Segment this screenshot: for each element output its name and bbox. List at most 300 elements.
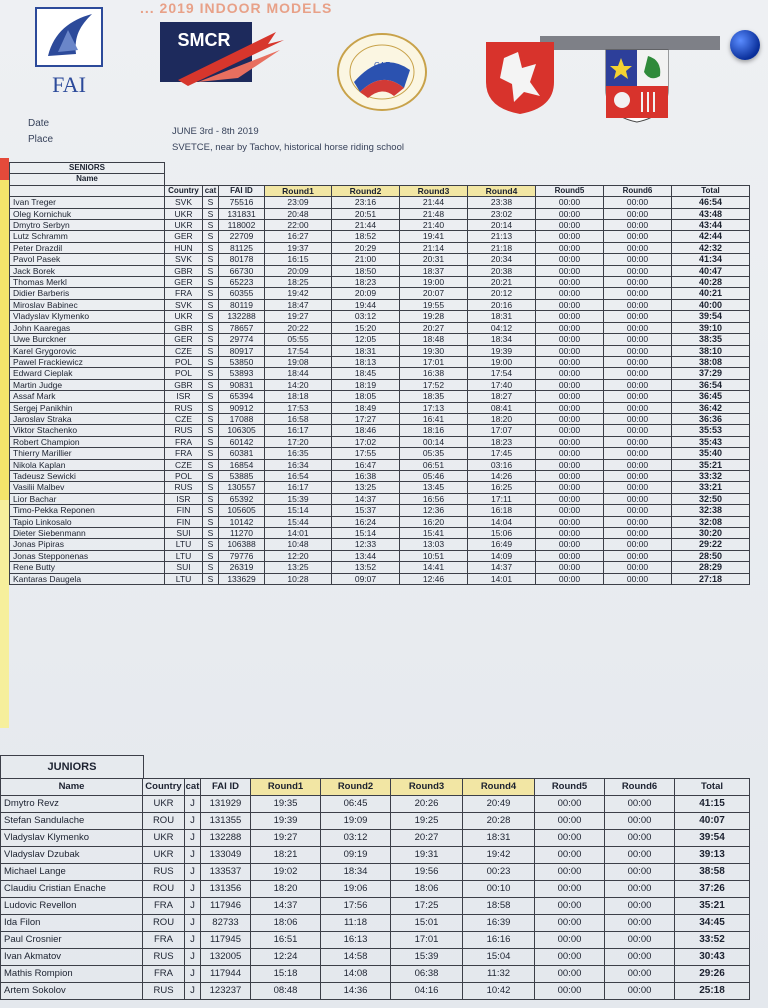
- table-cell: 00:00: [536, 254, 604, 265]
- table-cell: 53850: [219, 356, 265, 367]
- table-row: [10, 459, 750, 470]
- table-cell: 11:32: [463, 966, 535, 983]
- table-cell: 21:48: [400, 208, 468, 219]
- table-cell: 06:38: [391, 966, 463, 983]
- table-header-row: [10, 185, 750, 196]
- table-cell: 117946: [201, 898, 251, 915]
- table-cell: 00:00: [604, 311, 672, 322]
- table-cell: UKR: [165, 220, 203, 231]
- table-row: [10, 311, 750, 322]
- table-cell: 00:00: [536, 539, 604, 550]
- table-cell: Martin Judge: [10, 379, 165, 390]
- table-cell: FRA: [165, 288, 203, 299]
- table-cell: J: [185, 932, 201, 949]
- table-cell: 00:00: [604, 220, 672, 231]
- table-cell: Jonas Stepponenas: [10, 550, 165, 561]
- table-cell: 00:00: [604, 288, 672, 299]
- table-cell: John Kaaregas: [10, 322, 165, 333]
- table-cell: Miroslav Babinec: [10, 299, 165, 310]
- table-cell: S: [203, 562, 219, 573]
- table-cell: 00:00: [604, 436, 672, 447]
- table-cell: 00:00: [536, 220, 604, 231]
- table-cell: 00:00: [536, 493, 604, 504]
- table-cell: Tadeusz Sewicki: [10, 470, 165, 481]
- table-row: [10, 368, 750, 379]
- table-cell: 32:50: [672, 493, 750, 504]
- table-row: [1, 932, 750, 949]
- table-cell: Stefan Sandulache: [1, 813, 143, 830]
- table-cell: 05:35: [400, 448, 468, 459]
- table-cell: 17:55: [332, 448, 400, 459]
- table-cell: 19:02: [251, 864, 321, 881]
- table-cell: 00:14: [400, 436, 468, 447]
- table-cell: FRA: [143, 966, 185, 983]
- table-cell: Sergej Panikhin: [10, 402, 165, 413]
- table-cell: S: [203, 573, 219, 584]
- table-cell: 19:41: [400, 231, 468, 242]
- table-cell: 19:00: [468, 356, 536, 367]
- table-cell: 18:44: [265, 368, 332, 379]
- table-cell: 19:55: [400, 299, 468, 310]
- table-cell: 17:25: [391, 898, 463, 915]
- table-cell: Dmytro Serbyn: [10, 220, 165, 231]
- table-cell: Michael Lange: [1, 864, 143, 881]
- table-cell: 00:00: [604, 448, 672, 459]
- table-cell: HUN: [165, 242, 203, 253]
- table-header-row: [1, 779, 750, 796]
- table-cell: S: [203, 482, 219, 493]
- table-cell: 00:00: [604, 516, 672, 527]
- table-row: [1, 830, 750, 847]
- date-label: Date: [28, 118, 50, 129]
- table-cell: 18:06: [391, 881, 463, 898]
- table-cell: 38:35: [672, 334, 750, 345]
- table-cell: S: [203, 493, 219, 504]
- table-cell: 118002: [219, 220, 265, 231]
- table-cell: 18:05: [332, 391, 400, 402]
- table-cell: 36:45: [672, 391, 750, 402]
- table-cell: 00:00: [536, 436, 604, 447]
- table-cell: 00:00: [604, 413, 672, 424]
- table-cell: 00:00: [536, 391, 604, 402]
- table-cell: 00:00: [604, 277, 672, 288]
- table-cell: 33:21: [672, 482, 750, 493]
- table-cell: 00:00: [535, 830, 605, 847]
- table-cell: 79776: [219, 550, 265, 561]
- table-cell: Lutz Schramm: [10, 231, 165, 242]
- table-cell: 00:00: [536, 231, 604, 242]
- table-cell: 00:00: [605, 898, 675, 915]
- table-cell: Jonas Pipiras: [10, 539, 165, 550]
- table-cell: 18:23: [468, 436, 536, 447]
- table-cell: 16:38: [400, 368, 468, 379]
- table-row: [10, 550, 750, 561]
- table-cell: 18:31: [463, 830, 535, 847]
- table-cell: 35:53: [672, 425, 750, 436]
- table-row: [10, 562, 750, 573]
- table-cell: 18:47: [265, 299, 332, 310]
- table-cell: 40:07: [675, 813, 750, 830]
- table-cell: 00:00: [536, 299, 604, 310]
- table-cell: 17:52: [400, 379, 468, 390]
- table-cell: 00:00: [605, 983, 675, 1000]
- table-row: [10, 231, 750, 242]
- table-cell: 00:00: [605, 881, 675, 898]
- table-cell: 00:00: [536, 208, 604, 219]
- table-cell: 00:00: [535, 966, 605, 983]
- table-cell: 38:10: [672, 345, 750, 356]
- fai-logo: [30, 2, 108, 100]
- table-cell: J: [185, 813, 201, 830]
- table-cell: 00:00: [604, 231, 672, 242]
- table-cell: 16854: [219, 459, 265, 470]
- table-cell: RUS: [165, 482, 203, 493]
- table-cell: GBR: [165, 322, 203, 333]
- table-cell: 09:19: [321, 847, 391, 864]
- table-cell: 00:00: [536, 459, 604, 470]
- table-cell: SVK: [165, 299, 203, 310]
- table-cell: 20:22: [265, 322, 332, 333]
- table-cell: GER: [165, 231, 203, 242]
- table-cell: 60381: [219, 448, 265, 459]
- table-row: [10, 482, 750, 493]
- table-cell: 16:41: [400, 413, 468, 424]
- table-cell: 80917: [219, 345, 265, 356]
- table-cell: Paul Crosnier: [1, 932, 143, 949]
- table-cell: SUI: [165, 562, 203, 573]
- table-row: [10, 448, 750, 459]
- table-cell: FRA: [165, 448, 203, 459]
- table-cell: 17088: [219, 413, 265, 424]
- table-cell: LTU: [165, 550, 203, 561]
- column-header: Country: [143, 779, 185, 796]
- table-cell: S: [203, 356, 219, 367]
- table-cell: 133537: [201, 864, 251, 881]
- fai-logo-text: FAI: [52, 72, 86, 97]
- table-cell: 19:31: [391, 847, 463, 864]
- table-cell: FIN: [165, 516, 203, 527]
- table-row: [10, 242, 750, 253]
- table-cell: 14:01: [468, 573, 536, 584]
- table-cell: Robert Champion: [10, 436, 165, 447]
- table-cell: 17:45: [468, 448, 536, 459]
- table-cell: 36:54: [672, 379, 750, 390]
- table-cell: 18:31: [332, 345, 400, 356]
- column-header: Round5: [536, 185, 604, 196]
- table-cell: 35:40: [672, 448, 750, 459]
- table-cell: 05:46: [400, 470, 468, 481]
- table-cell: 15:39: [391, 949, 463, 966]
- table-cell: 106305: [219, 425, 265, 436]
- table-cell: 15:18: [251, 966, 321, 983]
- table-cell: 131831: [219, 208, 265, 219]
- table-row: [1, 915, 750, 932]
- table-cell: 16:17: [265, 425, 332, 436]
- table-cell: Jaroslav Straka: [10, 413, 165, 424]
- table-cell: Lior Bachar: [10, 493, 165, 504]
- table-cell: 117944: [201, 966, 251, 983]
- seniors-results-table: [9, 162, 750, 585]
- table-cell: 37:29: [672, 368, 750, 379]
- table-cell: S: [203, 197, 219, 208]
- table-cell: 20:07: [400, 288, 468, 299]
- table-cell: Edward Cieplak: [10, 368, 165, 379]
- table-cell: Jack Borek: [10, 265, 165, 276]
- table-cell: 23:02: [468, 208, 536, 219]
- table-cell: Tapio Linkosalo: [10, 516, 165, 527]
- table-cell: 43:48: [672, 208, 750, 219]
- table-cell: 32:08: [672, 516, 750, 527]
- table-cell: 17:27: [332, 413, 400, 424]
- column-header: Round6: [604, 185, 672, 196]
- table-cell: 17:01: [391, 932, 463, 949]
- table-cell: 19:44: [332, 299, 400, 310]
- table-cell: S: [203, 436, 219, 447]
- column-header: Round2: [321, 779, 391, 796]
- table-cell: 00:00: [535, 915, 605, 932]
- table-cell: 10:42: [463, 983, 535, 1000]
- table-cell: 17:07: [468, 425, 536, 436]
- table-cell: 21:00: [332, 254, 400, 265]
- table-cell: Kantaras Daugela: [10, 573, 165, 584]
- table-cell: UKR: [143, 847, 185, 864]
- table-cell: 00:00: [535, 898, 605, 915]
- table-cell: 132288: [201, 830, 251, 847]
- table-cell: 00:00: [604, 356, 672, 367]
- table-cell: 20:49: [463, 796, 535, 813]
- table-cell: 21:40: [400, 220, 468, 231]
- table-cell: 42:32: [672, 242, 750, 253]
- table-cell: 40:00: [672, 299, 750, 310]
- table-cell: 18:20: [251, 881, 321, 898]
- table-cell: J: [185, 898, 201, 915]
- table-cell: 22:00: [265, 220, 332, 231]
- table-cell: S: [203, 208, 219, 219]
- table-cell: Vladyslav Klymenko: [1, 830, 143, 847]
- table-cell: S: [203, 288, 219, 299]
- table-cell: UKR: [143, 830, 185, 847]
- table-cell: 82733: [201, 915, 251, 932]
- table-cell: 38:08: [672, 356, 750, 367]
- table-cell: 00:10: [463, 881, 535, 898]
- table-cell: 00:00: [605, 864, 675, 881]
- column-header: Round1: [251, 779, 321, 796]
- table-cell: 17:54: [265, 345, 332, 356]
- table-cell: J: [185, 983, 201, 1000]
- table-cell: 29:26: [675, 966, 750, 983]
- table-cell: 123237: [201, 983, 251, 1000]
- table-cell: 00:23: [463, 864, 535, 881]
- juniors-results-table: [0, 778, 750, 1000]
- table-cell: J: [185, 847, 201, 864]
- table-row: [10, 322, 750, 333]
- table-row: [10, 505, 750, 516]
- table-cell: 16:27: [265, 231, 332, 242]
- table-cell: Didier Barberis: [10, 288, 165, 299]
- table-cell: S: [203, 311, 219, 322]
- table-cell: FIN: [165, 505, 203, 516]
- table-cell: 20:09: [265, 265, 332, 276]
- table-cell: 00:00: [536, 562, 604, 573]
- table-row: [10, 470, 750, 481]
- table-cell: 23:09: [265, 197, 332, 208]
- table-cell: 20:12: [468, 288, 536, 299]
- table-row: [10, 436, 750, 447]
- table-cell: 10:48: [265, 539, 332, 550]
- table-cell: S: [203, 459, 219, 470]
- table-cell: Ivan Akmatov: [1, 949, 143, 966]
- table-cell: 19:00: [400, 277, 468, 288]
- table-cell: 65394: [219, 391, 265, 402]
- table-cell: 16:58: [265, 413, 332, 424]
- table-cell: 20:51: [332, 208, 400, 219]
- table-cell: 00:00: [604, 482, 672, 493]
- table-cell: 65223: [219, 277, 265, 288]
- table-cell: 16:47: [332, 459, 400, 470]
- table-cell: 18:49: [332, 402, 400, 413]
- table-cell: 43:44: [672, 220, 750, 231]
- date-value: JUNE 3rd - 8th 2019: [172, 126, 259, 137]
- table-cell: 00:00: [536, 425, 604, 436]
- table-cell: 00:00: [535, 881, 605, 898]
- table-row: [10, 402, 750, 413]
- table-cell: RUS: [165, 425, 203, 436]
- table-cell: UKR: [143, 796, 185, 813]
- table-cell: 131355: [201, 813, 251, 830]
- table-cell: 00:00: [536, 470, 604, 481]
- table-cell: 15:20: [332, 322, 400, 333]
- table-cell: 00:00: [605, 949, 675, 966]
- table-cell: 17:13: [400, 402, 468, 413]
- table-cell: 00:00: [536, 356, 604, 367]
- table-cell: 00:00: [604, 254, 672, 265]
- table-cell: Artem Sokolov: [1, 983, 143, 1000]
- table-cell: 00:00: [605, 813, 675, 830]
- table-row: [10, 345, 750, 356]
- table-cell: 00:00: [536, 242, 604, 253]
- table-cell: 18:06: [251, 915, 321, 932]
- table-cell: 53893: [219, 368, 265, 379]
- table-cell: 19:25: [391, 813, 463, 830]
- table-cell: 130557: [219, 482, 265, 493]
- table-cell: 21:44: [400, 197, 468, 208]
- table-cell: 04:16: [391, 983, 463, 1000]
- table-cell: ROU: [143, 881, 185, 898]
- table-cell: 00:00: [604, 322, 672, 333]
- table-cell: 00:00: [605, 932, 675, 949]
- table-cell: ISR: [165, 493, 203, 504]
- table-cell: 39:13: [675, 847, 750, 864]
- table-cell: 20:48: [265, 208, 332, 219]
- table-cell: 19:30: [400, 345, 468, 356]
- table-cell: 13:25: [265, 562, 332, 573]
- table-cell: 15:37: [332, 505, 400, 516]
- table-row: [10, 539, 750, 550]
- table-cell: 18:27: [468, 391, 536, 402]
- column-header: Name: [1, 779, 143, 796]
- column-header: [10, 185, 165, 196]
- table-cell: 03:12: [321, 830, 391, 847]
- table-cell: 20:27: [400, 322, 468, 333]
- table-cell: S: [203, 220, 219, 231]
- table-cell: UKR: [165, 311, 203, 322]
- table-cell: 18:37: [400, 265, 468, 276]
- table-cell: S: [203, 470, 219, 481]
- table-cell: 00:00: [604, 391, 672, 402]
- table-row: [1, 949, 750, 966]
- table-cell: S: [203, 539, 219, 550]
- table-cell: 75516: [219, 197, 265, 208]
- column-header: Round6: [605, 779, 675, 796]
- table-cell: RUS: [165, 402, 203, 413]
- table-row: [1, 881, 750, 898]
- table-cell: ROU: [143, 915, 185, 932]
- table-cell: S: [203, 379, 219, 390]
- table-cell: 18:58: [463, 898, 535, 915]
- seal-logo-text: CAF: [374, 61, 390, 70]
- column-header: FAI ID: [219, 185, 265, 196]
- table-row: [10, 425, 750, 436]
- table-cell: 00:00: [605, 830, 675, 847]
- table-cell: 29774: [219, 334, 265, 345]
- table-cell: Dmytro Revz: [1, 796, 143, 813]
- column-header: Round4: [463, 779, 535, 796]
- table-cell: 16:16: [463, 932, 535, 949]
- table-cell: 40:47: [672, 265, 750, 276]
- table-cell: 19:27: [251, 830, 321, 847]
- table-cell: 10:28: [265, 573, 332, 584]
- table-row: [10, 356, 750, 367]
- table-cell: CZE: [165, 413, 203, 424]
- table-cell: 12:36: [400, 505, 468, 516]
- table-cell: Claudiu Cristian Enache: [1, 881, 143, 898]
- table-cell: S: [203, 528, 219, 539]
- table-cell: 00:00: [605, 915, 675, 932]
- table-cell: 06:45: [321, 796, 391, 813]
- table-cell: 16:34: [265, 459, 332, 470]
- column-header: Round2: [332, 185, 400, 196]
- table-cell: 23:38: [468, 197, 536, 208]
- table-cell: 13:03: [400, 539, 468, 550]
- table-cell: 18:50: [332, 265, 400, 276]
- table-cell: 33:52: [675, 932, 750, 949]
- table-row: [1, 983, 750, 1000]
- table-cell: LTU: [165, 573, 203, 584]
- table-cell: 37:26: [675, 881, 750, 898]
- table-cell: 09:07: [332, 573, 400, 584]
- table-cell: 00:00: [536, 277, 604, 288]
- table-cell: 16:13: [321, 932, 391, 949]
- table-cell: 00:00: [536, 311, 604, 322]
- table-cell: J: [185, 915, 201, 932]
- table-row: [10, 288, 750, 299]
- table-cell: S: [203, 425, 219, 436]
- table-cell: Dieter Siebenmann: [10, 528, 165, 539]
- column-header: Round5: [535, 779, 605, 796]
- table-cell: 00:00: [604, 242, 672, 253]
- table-cell: 20:09: [332, 288, 400, 299]
- table-cell: 13:25: [332, 482, 400, 493]
- table-cell: 131356: [201, 881, 251, 898]
- table-cell: 00:00: [535, 847, 605, 864]
- table-cell: 10:51: [400, 550, 468, 561]
- table-cell: SVK: [165, 254, 203, 265]
- table-cell: Vladyslav Klymenko: [10, 311, 165, 322]
- table-cell: GER: [165, 334, 203, 345]
- table-cell: 60142: [219, 436, 265, 447]
- table-cell: Karel Grygorovic: [10, 345, 165, 356]
- table-cell: 34:45: [675, 915, 750, 932]
